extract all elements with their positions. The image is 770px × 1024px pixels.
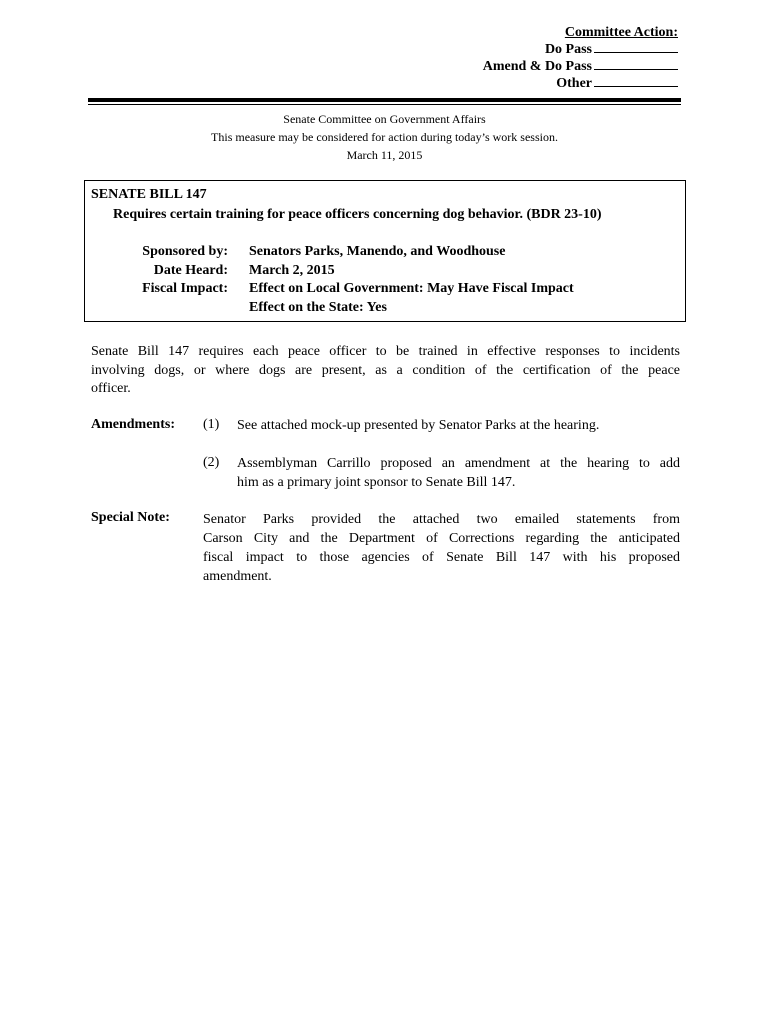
- amendment-text: Assemblyman Carrillo proposed an amendment at the hearing to add him as a primary joint sponsor to Senate Bill 147.: [237, 456, 680, 490]
- bill-summary-box: [84, 180, 686, 322]
- committee-name: Senate Committee on Government Affairs: [283, 112, 486, 126]
- summary-line: officer.: [91, 381, 131, 396]
- work-session-notice: This measure may be considered for action during today’s work session.: [211, 130, 558, 144]
- header-rule-thin: [88, 104, 681, 105]
- fiscal-local-value: Effect on Local Government: May Have Fiscal Impact: [249, 281, 574, 296]
- fiscal-state-value: Effect on the State: Yes: [249, 300, 387, 315]
- action-option-other: Other: [483, 75, 678, 92]
- date-heard-value: March 2, 2015: [249, 263, 335, 278]
- header-rule-thick: [88, 98, 681, 102]
- bill-description: Requires certain training for peace officers concerning dog behavior. (BDR 23-10): [113, 207, 602, 222]
- amendment-text: See attached mock-up presented by Senator Parks at the hearing.: [237, 418, 600, 433]
- action-option-amend-do-pass: Amend & Do Pass: [483, 58, 678, 75]
- fiscal-impact-label: Fiscal Impact:: [142, 281, 228, 296]
- bill-summary-paragraph: [91, 343, 680, 399]
- special-note-label: Special Note:: [91, 510, 170, 525]
- amendment-number: (2): [203, 455, 220, 470]
- sponsored-label: Sponsored by:: [142, 244, 228, 259]
- amendment-number: (1): [203, 417, 220, 432]
- committee-action-block: [483, 24, 678, 92]
- action-blank-line: [594, 41, 678, 53]
- sponsored-value: Senators Parks, Manendo, and Woodhouse: [249, 244, 506, 259]
- amendments-label: Amendments:: [91, 417, 175, 432]
- date-heard-label: Date Heard:: [153, 263, 228, 278]
- session-date: March 11, 2015: [346, 148, 423, 162]
- header-info: [88, 110, 681, 164]
- action-blank-line: [594, 58, 678, 70]
- summary-line: involving dogs, or where dogs are present, as a condition of the certification of the peace: [91, 362, 680, 378]
- committee-action-heading: Committee Action:: [564, 25, 678, 40]
- special-note-text: Senator Parks provided the attached two emailed statements from Carson City and the Department of Corrections regarding the anticipated fiscal impact to those agencies of Senate Bill 147 with his proposed amendment.: [203, 512, 680, 584]
- action-option-do-pass: Do Pass: [483, 41, 678, 58]
- summary-line: Senate Bill 147 requires each peace officer to be trained in effective responses to incidents: [91, 344, 680, 359]
- bill-title: SENATE BILL 147: [91, 187, 207, 202]
- action-blank-line: [594, 75, 678, 87]
